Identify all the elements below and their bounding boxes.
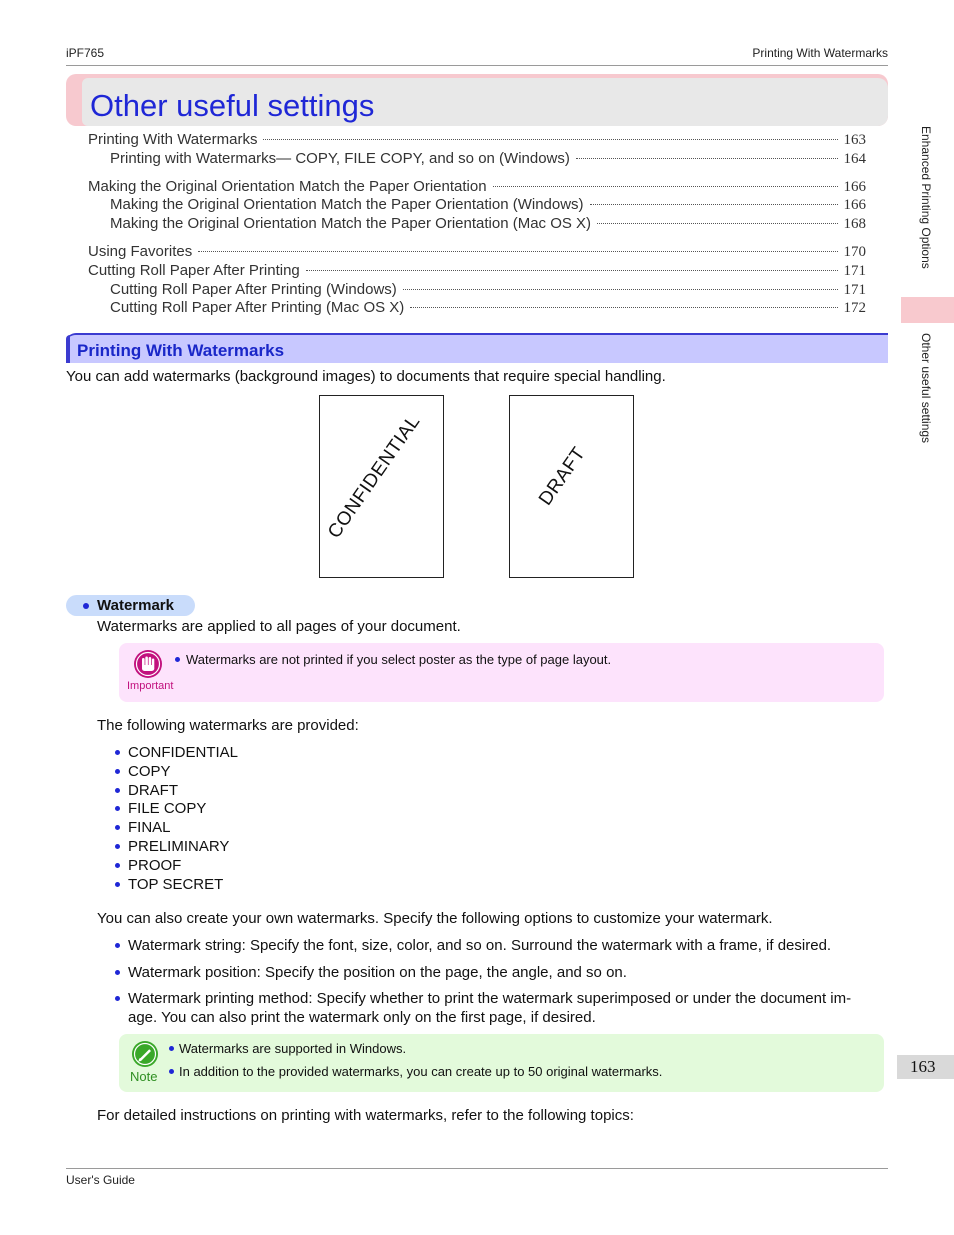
toc-entry-label: Cutting Roll Paper After Printing xyxy=(88,262,300,279)
toc-leader xyxy=(493,185,838,187)
important-icon-label: Important xyxy=(127,680,174,692)
side-section-label: Other useful settings xyxy=(919,333,933,444)
toc-entry-page: 166 xyxy=(843,179,866,195)
watermark-sample-text: DRAFT xyxy=(534,443,590,510)
section-heading-band xyxy=(66,333,888,363)
bullet-icon xyxy=(169,1069,174,1074)
bullet-icon xyxy=(115,970,120,975)
title-band xyxy=(66,74,888,126)
watermark-sample-sheet xyxy=(319,395,444,578)
list-item: COPY xyxy=(128,763,171,780)
bullet-icon xyxy=(115,996,120,1001)
section-heading-accent xyxy=(66,335,70,363)
bullet-icon xyxy=(115,788,120,793)
watermark-sample-text: CONFIDENTIAL xyxy=(323,411,425,543)
header-divider xyxy=(66,65,888,66)
list-item: Watermark string: Specify the font, size, color, and so on. Surround the watermark with a frame, if desired. xyxy=(128,937,832,954)
note-callout xyxy=(119,1034,884,1092)
toc-leader xyxy=(410,306,837,308)
toc-entry[interactable] xyxy=(110,281,866,301)
toc-entry-page: 163 xyxy=(843,132,866,148)
toc-entry-page: 164 xyxy=(843,151,866,167)
note-item: In addition to the provided watermarks, you can create up to 50 original watermarks. xyxy=(179,1064,663,1079)
note-item: Watermarks are supported in Windows. xyxy=(179,1041,407,1056)
section-intro: You can add watermarks (background images) to documents that require special handling. xyxy=(66,368,666,385)
title-band-inner xyxy=(82,78,888,126)
toc-entry-page: 168 xyxy=(843,216,866,232)
toc-leader xyxy=(597,222,837,224)
toc-entry-label: Printing With Watermarks xyxy=(88,131,258,148)
note-pencil-icon xyxy=(131,1040,159,1068)
bullet-icon xyxy=(115,825,120,830)
bullet-icon xyxy=(115,806,120,811)
page-number: 163 xyxy=(910,1057,936,1076)
list-item: Watermark printing method: Specify whether to print the watermark superimposed or under the document im- xyxy=(128,990,852,1007)
bullet-icon xyxy=(115,863,120,868)
bullet-icon xyxy=(169,1046,174,1051)
toc-entry-label: Cutting Roll Paper After Printing (Windows) xyxy=(110,281,397,298)
page-number-box xyxy=(897,1055,954,1079)
toc-leader xyxy=(590,203,838,205)
toc-entry[interactable] xyxy=(110,150,866,170)
footer-divider xyxy=(66,1168,888,1169)
bullet-icon xyxy=(175,657,180,662)
toc-leader xyxy=(198,250,837,252)
toc-entry-label: Making the Original Orientation Match the Paper Orientation (Mac OS X) xyxy=(110,215,592,232)
closing-text: For detailed instructions on printing with watermarks, refer to the following topics: xyxy=(97,1107,634,1124)
watermark-description: Watermarks are applied to all pages of your document. xyxy=(97,618,461,635)
side-chapter-label: Enhanced Printing Options xyxy=(919,126,933,269)
toc-entry[interactable] xyxy=(88,243,866,263)
topic-label: Watermark xyxy=(97,597,174,614)
toc-entry-page: 170 xyxy=(843,244,866,260)
toc-entry-label: Making the Original Orientation Match the Paper Orientation xyxy=(88,178,487,195)
list-item: Watermark position: Specify the position on the page, the angle, and so on. xyxy=(128,964,627,981)
custom-intro: You can also create your own watermarks. Specify the following options to customize your watermark. xyxy=(97,910,773,927)
topic-label-pill xyxy=(66,595,195,616)
toc-leader xyxy=(306,269,838,271)
bullet-icon xyxy=(115,750,120,755)
toc-entry-label: Making the Original Orientation Match the Paper Orientation (Windows) xyxy=(110,196,584,213)
toc-entry-label: Printing with Watermarks— COPY, FILE COPY, and so on (Windows) xyxy=(110,150,570,167)
list-item: DRAFT xyxy=(128,782,178,799)
important-callout xyxy=(119,643,884,702)
bullet-icon xyxy=(115,769,120,774)
note-icon-label: Note xyxy=(130,1069,158,1084)
bullet-icon xyxy=(115,882,120,887)
toc-entry-page: 171 xyxy=(843,263,866,279)
toc-entry-page: 172 xyxy=(843,300,866,316)
list-item: TOP SECRET xyxy=(128,876,224,893)
important-hand-icon xyxy=(133,649,163,679)
list-item: FILE COPY xyxy=(128,800,207,817)
list-item: FINAL xyxy=(128,819,171,836)
toc-entry[interactable] xyxy=(110,299,866,319)
important-text: Watermarks are not printed if you select poster as the type of page layout. xyxy=(186,652,612,667)
toc-entry[interactable] xyxy=(88,131,866,151)
toc-entry[interactable] xyxy=(110,215,866,235)
toc-entry-page: 166 xyxy=(843,197,866,213)
section-heading: Printing With Watermarks xyxy=(77,341,285,360)
toc-leader xyxy=(263,138,837,140)
provided-intro: The following watermarks are provided: xyxy=(97,717,359,734)
toc-leader xyxy=(576,157,838,159)
list-item: CONFIDENTIAL xyxy=(128,744,239,761)
list-item: PROOF xyxy=(128,857,182,874)
toc-entry[interactable] xyxy=(88,262,866,282)
header-model: iPF765 xyxy=(66,46,105,60)
side-tab-marker xyxy=(901,297,954,323)
watermark-sample-sheet xyxy=(509,395,634,578)
bullet-icon xyxy=(115,844,120,849)
toc-entry-label: Cutting Roll Paper After Printing (Mac OS X) xyxy=(110,299,405,316)
page-title: Other useful settings xyxy=(90,88,375,123)
bullet-icon xyxy=(83,603,89,609)
toc-entry[interactable] xyxy=(88,178,866,198)
list-item: PRELIMINARY xyxy=(128,838,230,855)
toc-entry-page: 171 xyxy=(843,282,866,298)
toc-leader xyxy=(403,288,838,290)
toc-entry-label: Using Favorites xyxy=(88,243,193,260)
list-item-continuation: age. You can also print the watermark only on the first page, if desired. xyxy=(128,1009,596,1026)
toc-entry[interactable] xyxy=(110,196,866,216)
footer-text: User's Guide xyxy=(66,1173,135,1187)
bullet-icon xyxy=(115,943,120,948)
header-section-title: Printing With Watermarks xyxy=(752,46,888,60)
